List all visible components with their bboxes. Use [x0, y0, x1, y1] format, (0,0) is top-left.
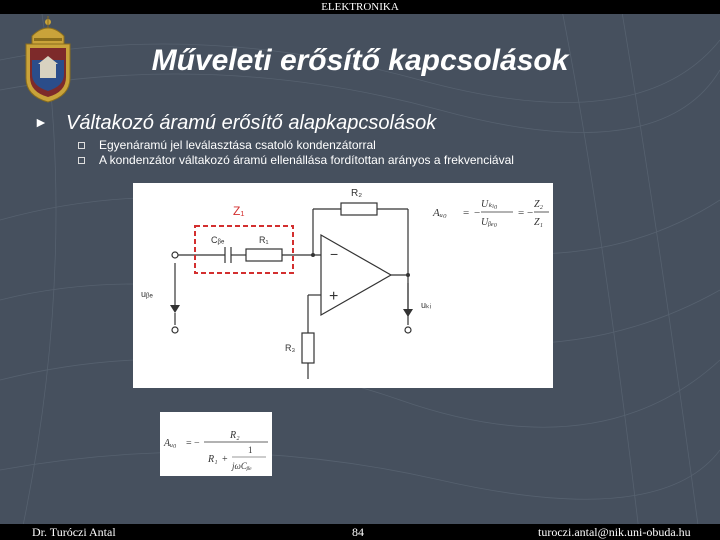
svg-text:=: = — [186, 438, 192, 449]
ube-label: uᵦₑ — [141, 289, 153, 299]
gain-lhs: Aᵤ₀ — [433, 207, 447, 219]
bullet-marker: ► — [34, 114, 48, 130]
r3-label: R₃ — [285, 343, 296, 353]
header-bar — [0, 0, 720, 14]
subbullet-item — [78, 138, 376, 152]
cbe-label: Cᵦₑ — [211, 235, 225, 245]
footer-bar — [0, 524, 720, 540]
svg-text:−: − — [194, 438, 200, 449]
gain-num1: Uₖᵢ₀ — [481, 199, 498, 210]
plus-input-sign: + — [329, 288, 339, 305]
square-bullet-icon — [78, 142, 85, 149]
minus-input-sign: − — [330, 246, 339, 262]
svg-text:+: + — [222, 454, 228, 465]
gain-den1: Uᵦₑ₀ — [481, 217, 498, 228]
gain-num2: Z₂ — [534, 199, 544, 210]
subbullet-item — [78, 153, 514, 167]
bullet-text: Váltakozó áramú erősítő alapkapcsolások — [66, 112, 437, 134]
slide-title: Műveleti erősítő kapcsolások — [151, 44, 569, 77]
formula-den-r: R₁ — [208, 454, 218, 465]
footer-page-number: 84 — [352, 525, 364, 539]
circuit-schematic — [133, 183, 553, 388]
r2-label: R₂ — [351, 188, 363, 199]
formula-den-jwc: jωCᵦₑ — [232, 461, 252, 471]
z1-label: Z₁ — [233, 204, 245, 218]
header-title: ELEKTRONIKA — [321, 1, 399, 13]
svg-text:−: − — [527, 207, 534, 219]
subbullet-text: A kondenzátor váltakozó áramú ellenállása fordítottan arányos a frekvenciával — [99, 153, 514, 167]
gain-formula — [160, 412, 272, 476]
uki-label: uₖᵢ — [421, 300, 432, 310]
svg-text:=: = — [463, 207, 470, 219]
footer-author: Dr. Turóczi Antal — [32, 525, 116, 539]
formula-numerator: R₂ — [230, 430, 240, 441]
svg-text:=: = — [518, 207, 525, 219]
formula-den-one: 1 — [248, 445, 253, 455]
gain-equation — [432, 199, 549, 228]
svg-text:−: − — [474, 207, 481, 219]
gain-den2: Z₁ — [534, 217, 544, 228]
footer-email: turoczi.antal@nik.uni-obuda.hu — [538, 525, 691, 539]
square-bullet-icon — [78, 157, 85, 164]
circuit-diagram — [133, 183, 553, 388]
subbullet-text: Egyenáramú jel leválasztása csatoló kondenzátorral — [99, 138, 376, 152]
r1-label: R₁ — [259, 235, 269, 245]
formula-lhs: Aᵤ₀ — [164, 438, 177, 449]
